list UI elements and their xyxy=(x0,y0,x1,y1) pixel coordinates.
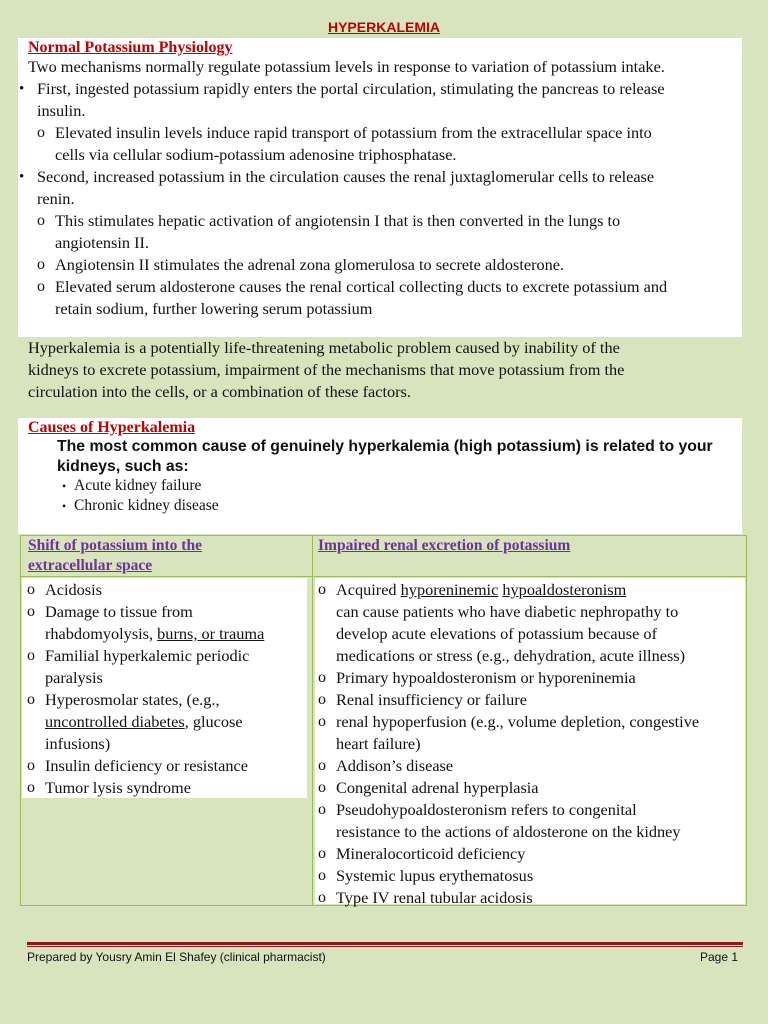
col1-hyperosm-line2 xyxy=(45,712,243,732)
sub-bullet-glyph: o xyxy=(27,603,35,620)
cause-item: Chronic kidney disease xyxy=(74,497,219,514)
col1-hyperosm-line3: infusions) xyxy=(45,734,111,753)
col1-familial-line1: Familial hyperkalemic periodic xyxy=(45,646,250,665)
sub-bullet-glyph: o xyxy=(27,757,35,774)
point1-line1: First, ingested potassium rapidly enters the portal circulation, stimulating the pancreas to release xyxy=(37,79,665,98)
sub-bullet-glyph: o xyxy=(318,867,326,884)
causes-lead-line2: kidneys, such as: xyxy=(57,458,189,475)
causes-heading: Causes of Hyperkalemia xyxy=(28,419,196,436)
sub-bullet-glyph: o xyxy=(27,779,35,796)
sub-bullet-glyph: o xyxy=(27,647,35,664)
col2-pseudo-line2: resistance to the actions of aldosterone on the kidney xyxy=(336,822,681,841)
footer-page-number: Page 1 xyxy=(700,950,739,964)
col1-hyperosm-line2a: uncontrolled diabetes xyxy=(45,712,185,731)
col2-can-line1: can cause patients who have diabetic nephropathy to xyxy=(336,602,679,621)
col1-acidosis: Acidosis xyxy=(45,580,102,599)
point2-sub1-line2: angiotensin II. xyxy=(55,233,150,252)
col1-insulin: Insulin deficiency or resistance xyxy=(45,756,248,775)
col2-pseudo-line1: Pseudohypoaldosteronism refers to congenital xyxy=(336,800,637,819)
col2-can-line2: develop acute elevations of potassium because of xyxy=(336,624,657,643)
col2-type4-rta: Type IV renal tubular acidosis xyxy=(336,888,533,907)
col2-hypoperfusion-line2: heart failure) xyxy=(336,734,421,753)
sub-bullet-glyph: o xyxy=(318,779,326,796)
col1-familial-line2: paralysis xyxy=(45,668,103,687)
col1-damage-line2b: burns, or trauma xyxy=(157,624,265,643)
sub-bullet-glyph: o xyxy=(318,713,326,730)
point1-line2: insulin. xyxy=(37,101,86,120)
col1-damage-line2 xyxy=(45,624,264,644)
table-column-divider xyxy=(312,536,313,905)
point2-sub3-line2: retain sodium, further lowering serum potassium xyxy=(55,299,373,318)
sub-bullet-glyph: o xyxy=(37,124,45,141)
col2-lupus: Systemic lupus erythematosus xyxy=(336,866,534,885)
bullet-glyph: • xyxy=(19,169,25,185)
sub-bullet-glyph: o xyxy=(318,889,326,906)
col2-mineralocorticoid: Mineralocorticoid deficiency xyxy=(336,844,526,863)
col2-congenital: Congenital adrenal hyperplasia xyxy=(336,778,539,797)
bullet-glyph: • xyxy=(62,479,67,493)
col2-can-line3: medications or stress (e.g., dehydration, acute illness) xyxy=(336,646,686,665)
col2-primary: Primary hypoaldosteronism or hyporeninemia xyxy=(336,668,636,687)
sub-bullet-glyph: o xyxy=(318,691,326,708)
footer-divider-thin xyxy=(27,946,743,947)
point2-line1: Second, increased potassium in the circulation causes the renal juxtaglomerular cells to release xyxy=(37,167,655,186)
sub-bullet-glyph: o xyxy=(27,581,35,598)
cause-item: Acute kidney failure xyxy=(74,477,202,494)
col1-header-line2: extracellular space xyxy=(28,557,153,574)
sub-bullet-glyph: o xyxy=(318,581,326,598)
col2-acquired-a: Acquired xyxy=(336,580,401,599)
sub-bullet-glyph: o xyxy=(318,845,326,862)
sub-bullet-glyph: o xyxy=(318,757,326,774)
sub-bullet-glyph: o xyxy=(37,212,45,229)
col1-tumor: Tumor lysis syndrome xyxy=(45,778,191,797)
col2-acquired-b: hyporeninemic xyxy=(400,580,499,599)
col2-header: Impaired renal excretion of potassium xyxy=(318,537,571,554)
point2-sub2: Angiotensin II stimulates the adrenal zona glomerulosa to secrete aldosterone. xyxy=(55,255,565,274)
document-title: HYPERKALEMIA xyxy=(327,19,440,35)
col2-acquired-d: hypoaldosteronism xyxy=(502,580,627,599)
definition-line2: kidneys to excrete potassium, impairment of the mechanisms that move potassium from the xyxy=(28,360,625,379)
point2-sub1-line1: This stimulates hepatic activation of angiotensin I that is then converted in the lungs to xyxy=(55,211,621,230)
sub-bullet-glyph: o xyxy=(37,256,45,273)
normal-physiology-heading: Normal Potassium Physiology xyxy=(28,39,233,56)
col1-header-line1: Shift of potassium into the xyxy=(28,537,202,554)
physiology-intro: Two mechanisms normally regulate potassium levels in response to variation of potassium intake. xyxy=(28,57,665,76)
footer-divider xyxy=(27,942,743,945)
col2-hypoperfusion-line1: renal hypoperfusion (e.g., volume depletion, congestive xyxy=(336,712,700,731)
point1-sub1-line1: Elevated insulin levels induce rapid transport of potassium from the extracellular space into xyxy=(55,123,652,142)
col2-addison: Addison’s disease xyxy=(336,756,454,775)
col1-hyperosm-line2b: , glucose xyxy=(184,712,243,731)
point2-sub3-line1: Elevated serum aldosterone causes the renal cortical collecting ducts to excrete potassium and xyxy=(55,277,668,296)
sub-bullet-glyph: o xyxy=(37,278,45,295)
bullet-glyph: • xyxy=(19,81,25,97)
sub-bullet-glyph: o xyxy=(27,691,35,708)
point1-sub1-line2: cells via cellular sodium-potassium adenosine triphosphatase. xyxy=(55,145,457,164)
definition-line1: Hyperkalemia is a potentially life-threatening metabolic problem caused by inability of the xyxy=(28,338,620,357)
col2-renal-insufficiency: Renal insufficiency or failure xyxy=(336,690,527,709)
point2-line2: renin. xyxy=(37,189,75,208)
sub-bullet-glyph: o xyxy=(318,669,326,686)
col1-hyperosm-line1: Hyperosmolar states, (e.g., xyxy=(45,690,220,709)
causes-lead-line1: The most common cause of genuinely hyperkalemia (high potassium) is related to your xyxy=(57,438,713,455)
col2-acquired xyxy=(336,580,626,600)
col1-damage-line2a: rhabdomyolysis, xyxy=(45,624,158,643)
col1-damage-line1: Damage to tissue from xyxy=(45,602,193,621)
bullet-glyph: • xyxy=(62,499,67,513)
sub-bullet-glyph: o xyxy=(318,801,326,818)
definition-line3: circulation into the cells, or a combination of these factors. xyxy=(28,382,411,401)
footer-author: Prepared by Yousry Amin El Shafey (clinical pharmacist) xyxy=(27,950,326,964)
